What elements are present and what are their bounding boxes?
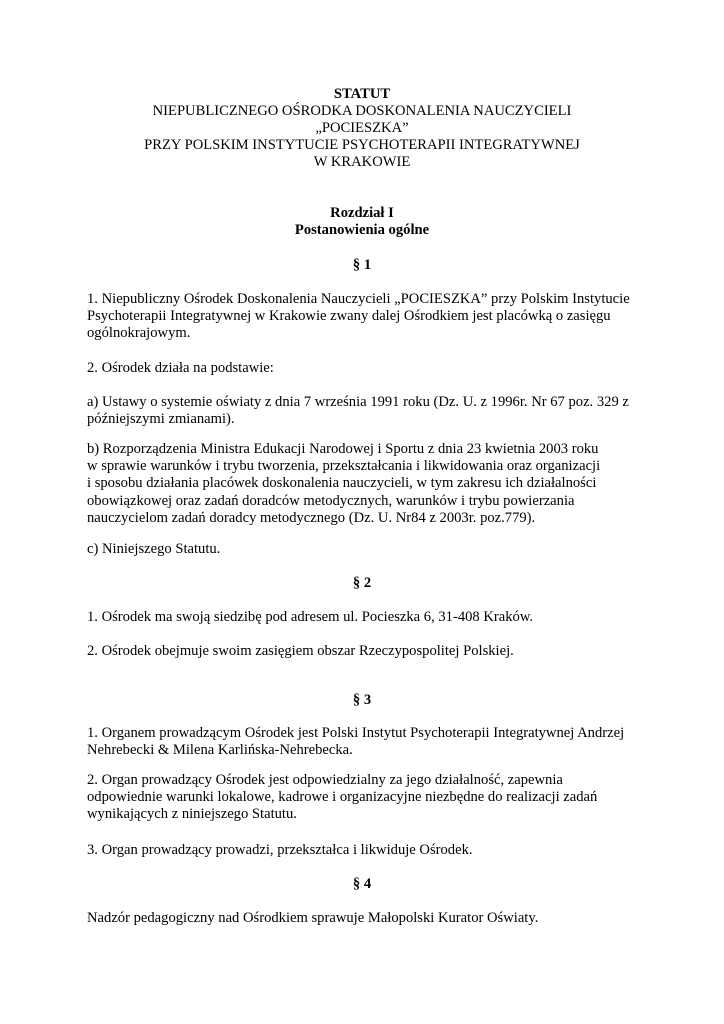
paragraph: 3. Organ prowadzący prowadzi, przekształca i likwiduje Ośrodek. xyxy=(87,842,473,858)
text-line: w sprawie warunków i trybu tworzenia, przekształcania i likwidowania oraz organizacji xyxy=(87,458,601,475)
text-line: i sposobu działania placówek doskonalenia nauczycieli, w tym zakresu ich działalności xyxy=(87,475,597,492)
paragraph: c) Niniejszego Statutu. xyxy=(87,541,221,557)
text-line: późniejszymi zmianami). xyxy=(87,411,235,428)
chapter-number: Rozdział I xyxy=(330,205,394,221)
doc-subtitle-line: NIEPUBLICZNEGO OŚRODKA DOSKONALENIA NAUCZYCIELI xyxy=(152,103,572,119)
text-line: Nehrebecki & Milena Karlińska-Nehrebecka. xyxy=(87,742,353,759)
paragraph xyxy=(87,394,647,428)
text-line: ogólnokrajowym. xyxy=(87,325,191,342)
text-line: odpowiednie warunki lokalowe, kadrowe i organizacyjne niezbędne do realizacji zadań xyxy=(87,789,598,806)
section-heading: § 3 xyxy=(352,692,372,708)
text-line: wynikających z niniejszego Statutu. xyxy=(87,806,297,823)
section-heading: § 2 xyxy=(352,575,372,591)
paragraph xyxy=(87,441,647,527)
paragraph xyxy=(87,291,647,343)
text-line: Psychoterapii Integratywnej w Krakowie zwany dalej Ośrodkiem jest placówką o zasięgu xyxy=(87,308,611,325)
paragraph: 2. Ośrodek obejmuje swoim zasięgiem obszar Rzeczypospolitej Polskiej. xyxy=(87,643,514,659)
doc-subtitle-line: „POCIESZKA” xyxy=(315,120,409,136)
paragraph xyxy=(87,772,647,824)
section-heading: § 1 xyxy=(352,257,372,273)
text-line: 1. Niepubliczny Ośrodek Doskonalenia Nauczycieli „POCIESZKA” przy Polskim Instytucie xyxy=(87,291,630,307)
text-line: 1. Organem prowadzącym Ośrodek jest Polski Instytut Psychoterapii Integratywnej Andrzej xyxy=(87,725,625,741)
doc-title: STATUT xyxy=(333,86,391,102)
text-line: b) Rozporządzenia Ministra Edukacji Narodowej i Sportu z dnia 23 kwietnia 2003 roku xyxy=(87,441,599,457)
text-line: obowiązkowej oraz zadań doradców metodycznych, warunków i trybu powierzania xyxy=(87,492,575,509)
paragraph: 2. Ośrodek działa na podstawie: xyxy=(87,360,274,376)
chapter-title: Postanowienia ogólne xyxy=(294,222,430,238)
doc-subtitle-line: W KRAKOWIE xyxy=(313,154,411,170)
text-line: nauczycielom zadań doradcy metodycznego (Dz. U. Nr84 z 2003r. poz.779). xyxy=(87,509,536,526)
paragraph: Nadzór pedagogiczny nad Ośrodkiem sprawuje Małopolski Kurator Oświaty. xyxy=(87,910,539,926)
doc-subtitle-line: PRZY POLSKIM INSTYTUCIE PSYCHOTERAPII INTEGRATYWNEJ xyxy=(144,137,580,153)
paragraph xyxy=(87,725,647,759)
text-line: a) Ustawy o systemie oświaty z dnia 7 września 1991 roku (Dz. U. z 1996r. Nr 67 poz. 329 z xyxy=(87,394,629,410)
paragraph: 1. Ośrodek ma swoją siedzibę pod adresem ul. Pocieszka 6, 31-408 Kraków. xyxy=(87,609,534,625)
section-heading: § 4 xyxy=(352,876,372,892)
text-line: 2. Organ prowadzący Ośrodek jest odpowiedzialny za jego działalność, zapewnia xyxy=(87,772,563,788)
